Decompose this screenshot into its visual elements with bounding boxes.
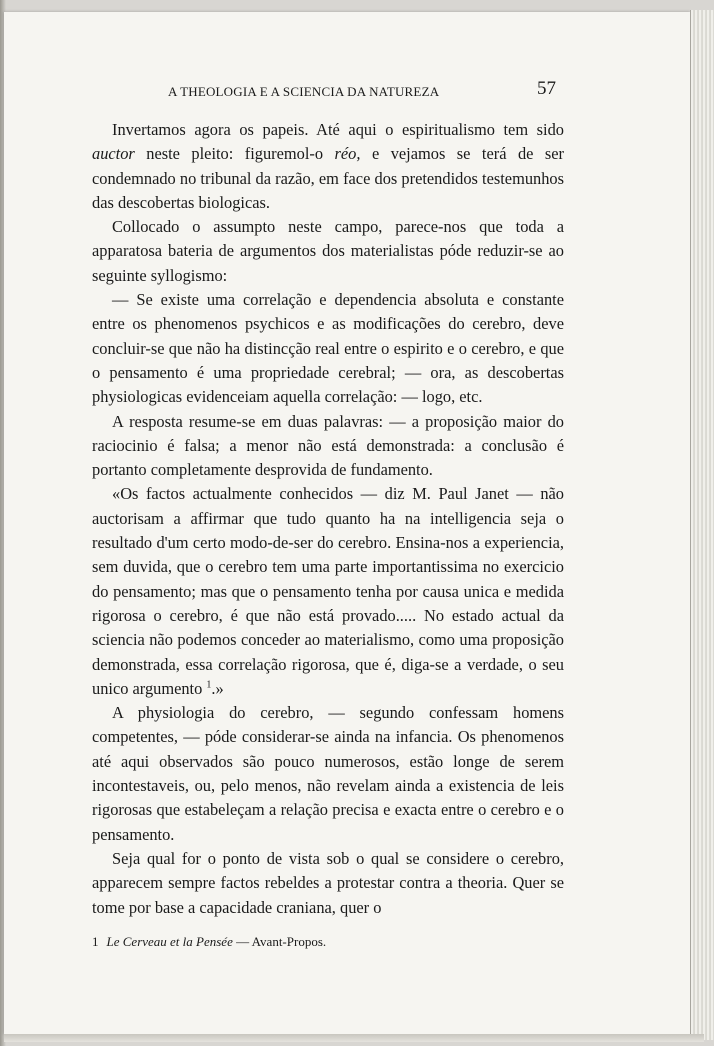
paragraph-4: A resposta resume-se em duas palavras: — a proposição maior do raciocinio é falsa; a menor não está demonstrada: a conclusão é portanto completamente desprovida de fundamento. <box>92 411 564 480</box>
quote-closing: .» <box>211 678 224 698</box>
paragraph-1-part-c: e vejamos se terá de ser condemnado no tribunal da razão, em face dos pretendidos testemunhos das descobertas biologicas. <box>92 144 564 212</box>
footnote-rest: — Avant-Propos. <box>232 934 327 949</box>
paragraph-7: Seja qual for o ponto de vista sob o qual se considere o cerebro, apparecem sempre factos rebeldes a protestar contra a theoria. Quer se tome por base a capacidade craniana, quer o <box>92 848 564 917</box>
quote-text: «Os factos actualmente conhecidos — diz M. Paul Janet — não auctorisam a affirmar que tudo quanto ha na intelligencia seja o resultado d'um certo modo-de-ser do cerebro. Ensina-nos a experiencia, sem duvida, que o cerebro tem uma parte importantissima no exercicio do pensamento; mas que o pensamento tenha por causa unica e medida rigorosa o cerebro, é que não está provado..... No estado actual da sciencia não podemos conceder ao materialismo, como uma proposição demonstrada, essa correlação rigorosa, que é, diga-se a verdade, o seu unico argumento <box>92 484 564 698</box>
footnote-title: Le Cerveau et la Pensée <box>106 934 233 949</box>
paragraph-3-syllogism: — Se existe uma correlação e dependencia absoluta e constante entre os phenomenos psychicos e as modificações do cerebro, deve concluir-se que não ha distincção real entre o espirito e o cerebro, e que o pensamento é uma propriedade cerebral; — ora, as descobertas physiologicas evidenceiam aquella correlação: — logo, etc. <box>92 290 564 407</box>
page-edges-right <box>690 10 714 1040</box>
page-edges-bottom <box>4 1034 704 1042</box>
paragraph-6: A physiologia do cerebro, — segundo confessam homens competentes, — póde considerar-se ainda na infancia. Os phenomenos até aqui observados são pouco numerosos, estão longe de serem incontestaveis, ou, pelo menos, não revelam ainda a existencia de leis rigorosas que estabeleçam a relação precisa e exacta entre o cerebro e o pensamento. <box>92 703 564 844</box>
footnote-mark: 1 <box>92 934 99 949</box>
paragraph-1 <box>92 118 564 215</box>
paragraph-5-quote <box>92 482 564 701</box>
main-text <box>92 118 564 920</box>
footnote-reference: 1 <box>206 679 212 691</box>
paragraph-1-italic-auctor: auctor <box>92 144 135 164</box>
running-header <box>168 78 568 100</box>
paragraph-1-part-a: Invertamos agora os papeis. Até aqui o espiritualismo tem sido <box>112 120 564 139</box>
paragraph-2: Collocado o assumpto neste campo, parece-nos que toda a apparatosa bateria de argumentos dos materialistas póde reduzir-se ao seguinte syllogismo: <box>92 217 564 285</box>
footnote <box>92 934 564 950</box>
page-number: 57 <box>537 78 556 99</box>
running-title: A THEOLOGIA E A SCIENCIA DA NATUREZA <box>168 84 440 99</box>
paragraph-1-part-b: neste pleito: figuremol-o <box>134 144 335 164</box>
paragraph-1-italic-reo: réo, <box>334 144 361 164</box>
